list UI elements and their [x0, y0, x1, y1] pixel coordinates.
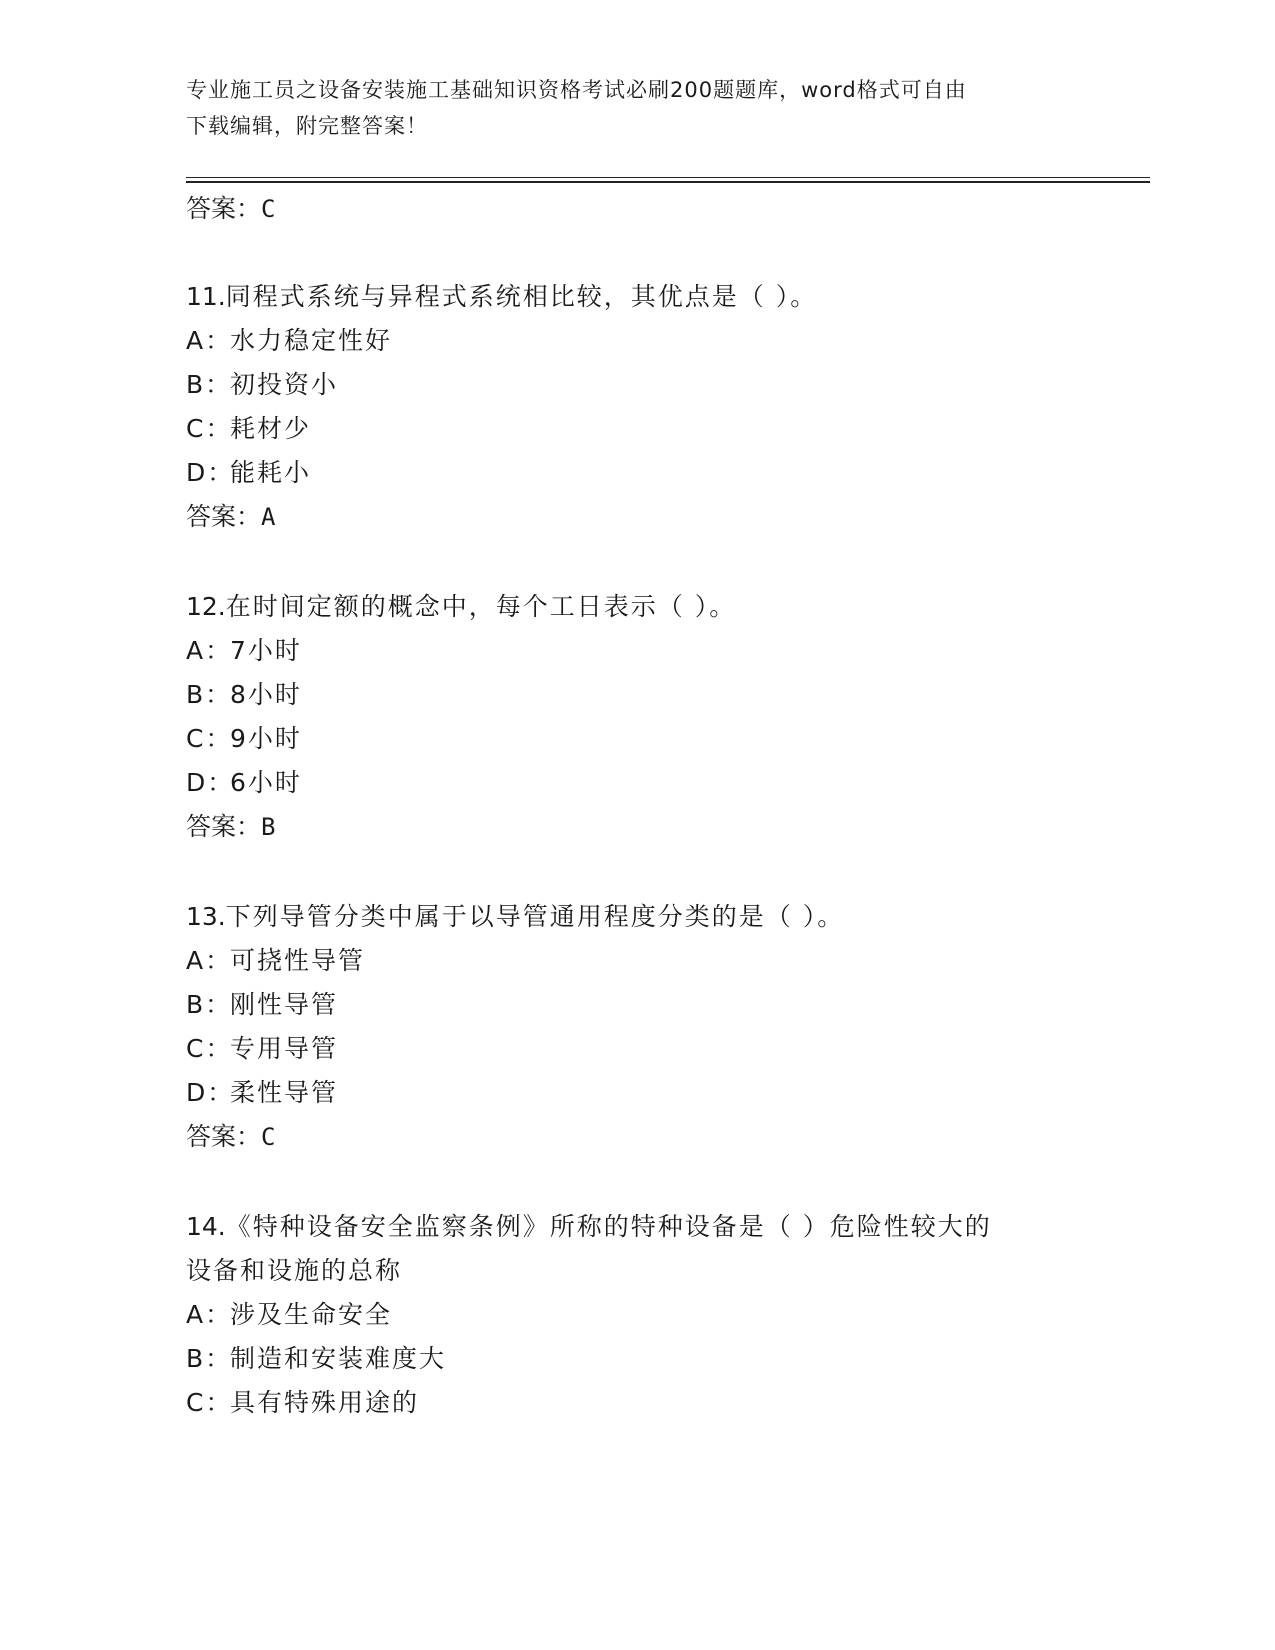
page-header	[186, 72, 1066, 144]
option-text: 初投资小	[230, 370, 339, 399]
option-text: 制造和安装难度大	[230, 1344, 447, 1373]
question-11-answer	[186, 499, 275, 535]
answer-label: 答案：	[186, 502, 262, 531]
answer-label: 答案：	[186, 194, 262, 223]
option-label: C：	[186, 414, 233, 443]
option-label: D：	[186, 768, 235, 797]
question-11-option-b	[186, 367, 338, 403]
answer-value: C	[261, 1123, 276, 1151]
answer-value: A	[261, 503, 276, 531]
question-11-option-d	[186, 455, 311, 491]
question-12-answer	[186, 809, 275, 845]
option-label: B：	[186, 990, 233, 1019]
answer-label: 答案：	[186, 812, 262, 841]
question-14-option-b	[186, 1341, 446, 1377]
option-text: 7小时	[230, 636, 302, 665]
option-label: C：	[186, 1034, 233, 1063]
option-label: A：	[186, 1300, 233, 1329]
question-12-option-a	[186, 633, 302, 669]
question-13-option-d	[186, 1075, 338, 1111]
answer-label: 答案：	[186, 1122, 262, 1151]
option-label: B：	[186, 370, 233, 399]
question-12-stem	[186, 589, 736, 625]
option-text: 专用导管	[230, 1034, 339, 1063]
option-text: 9小时	[230, 724, 302, 753]
option-label: C：	[186, 1388, 233, 1417]
option-label: A：	[186, 946, 233, 975]
question-13-option-a	[186, 943, 365, 979]
question-text-continued: 设备和设施的总称	[186, 1256, 403, 1285]
question-12-option-d	[186, 765, 302, 801]
question-text: 在时间定额的概念中，每个工日表示（ ）。	[225, 592, 737, 621]
option-text: 柔性导管	[230, 1078, 339, 1107]
answer-value: B	[261, 813, 276, 841]
option-label: A：	[186, 326, 233, 355]
question-14-stem-line-2	[186, 1253, 402, 1289]
question-13-stem	[186, 899, 844, 935]
option-text: 8小时	[230, 680, 302, 709]
option-label: B：	[186, 1344, 233, 1373]
question-text: 同程式系统与异程式系统相比较，其优点是（ ）。	[225, 282, 818, 311]
question-text: 下列导管分类中属于以导管通用程度分类的是（ ）。	[225, 902, 845, 931]
question-number: 12.	[186, 592, 226, 621]
question-11-option-a	[186, 323, 392, 359]
answer-value: C	[261, 195, 276, 223]
header-divider-thin	[186, 177, 1150, 178]
question-13-option-b	[186, 987, 338, 1023]
option-label: A：	[186, 636, 233, 665]
option-text: 可挠性导管	[230, 946, 366, 975]
header-divider-thick	[186, 181, 1150, 183]
question-number: 13.	[186, 902, 226, 931]
question-number: 14.	[186, 1212, 226, 1241]
option-label: D：	[186, 1078, 235, 1107]
question-12-option-b	[186, 677, 302, 713]
question-11-stem	[186, 279, 817, 315]
option-text: 耗材少	[230, 414, 312, 443]
option-text: 刚性导管	[230, 990, 339, 1019]
question-number: 11.	[186, 282, 226, 311]
option-text: 涉及生命安全	[230, 1300, 393, 1329]
header-line-1: 专业施工员之设备安装施工基础知识资格考试必刷200题题库，word格式可自由	[186, 78, 967, 102]
header-line-2: 下载编辑，附完整答案！	[186, 114, 428, 138]
question-text: 《特种设备安全监察条例》所称的特种设备是（ ）危险性较大的	[225, 1212, 992, 1241]
option-label: D：	[186, 458, 235, 487]
option-text: 能耗小	[230, 458, 312, 487]
option-label: B：	[186, 680, 233, 709]
previous-answer	[186, 191, 275, 227]
question-12-option-c	[186, 721, 302, 757]
question-13-answer	[186, 1119, 275, 1155]
option-label: C：	[186, 724, 233, 753]
option-text: 6小时	[230, 768, 302, 797]
question-14-stem-line-1	[186, 1209, 992, 1245]
option-text: 水力稳定性好	[230, 326, 393, 355]
option-text: 具有特殊用途的	[230, 1388, 420, 1417]
question-11-option-c	[186, 411, 311, 447]
question-14-option-c	[186, 1385, 419, 1421]
question-14-option-a	[186, 1297, 392, 1333]
question-13-option-c	[186, 1031, 338, 1067]
